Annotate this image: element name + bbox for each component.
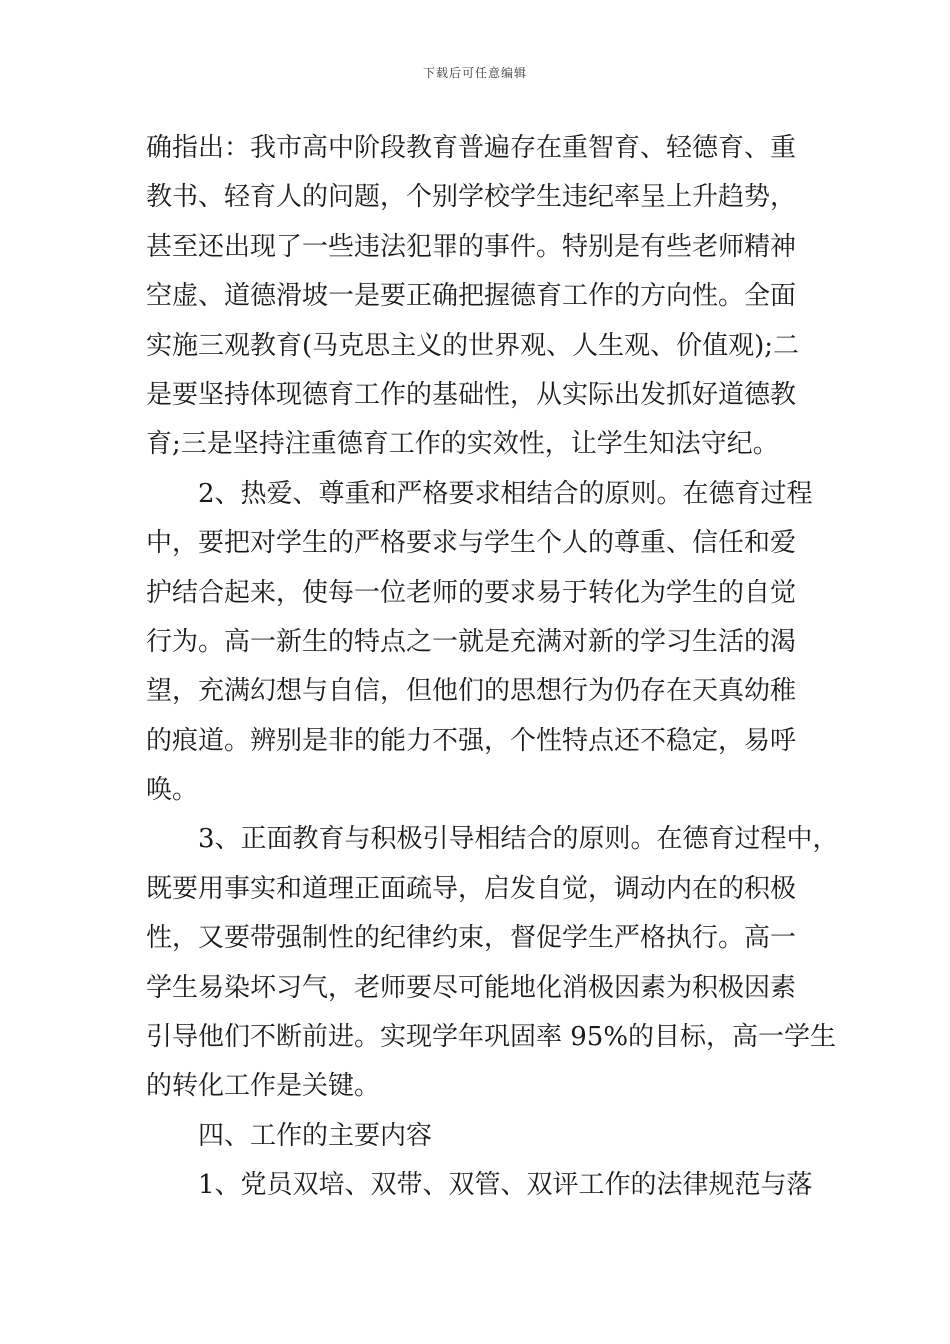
text-line: 的转化工作是关键。 bbox=[146, 1071, 381, 1102]
text-line: 育;三是坚持注重德育工作的实效性，让学生知法守纪。 bbox=[146, 429, 779, 460]
text-line: 确指出：我市高中阶段教育普遍存在重智育、轻德育、重 bbox=[146, 133, 797, 163]
text-line: 行为。高一新生的特点之一就是充满对新的学习生活的渴 bbox=[146, 626, 797, 657]
text-line: 既要用事实和道理正面疏导，启发自觉，调动内在的积极 bbox=[146, 873, 797, 904]
text-line: 望，充满幻想与自信，但他们的思想行为仍存在天真幼稚 bbox=[146, 676, 797, 707]
text-line: 学生易染坏习气，老师要尽可能地化消极因素为积极因素 bbox=[146, 972, 797, 1003]
text-line: 唤。 bbox=[146, 775, 199, 806]
text-line: 教书、轻育人的问题，个别学校学生违纪率呈上升趋势， bbox=[146, 182, 797, 213]
text-line: 中，要把对学生的严格要求与学生个人的尊重、信任和爱 bbox=[146, 528, 797, 559]
document-body bbox=[146, 124, 839, 1211]
section-heading: 四、工作的主要内容 bbox=[146, 1120, 433, 1151]
text-line: 2、热爱、尊重和严格要求相结合的原则。在德育过程 bbox=[146, 478, 813, 509]
text-line: 是要坚持体现德育工作的基础性，从实际出发抓好道德教 bbox=[146, 379, 797, 410]
text-line: 性，又要带强制性的纪律约束，督促学生严格执行。高一 bbox=[146, 923, 797, 954]
text-line: 实施三观教育(马克思主义的世界观、人生观、价值观);二 bbox=[146, 330, 800, 361]
text-line: 3、正面教育与积极引导相结合的原则。在德育过程中， bbox=[146, 824, 839, 855]
text-line: 空虚、道德滑坡一是要正确把握德育工作的方向性。全面 bbox=[146, 281, 797, 312]
page-header: 下载后可任意编辑 bbox=[422, 66, 527, 80]
text-line: 的痕道。辨别是非的能力不强，个性特点还不稳定，易呼 bbox=[146, 725, 797, 756]
text-line: 引导他们不断前进。实现学年巩固率 95%的目标，高一学生 bbox=[146, 1022, 837, 1053]
text-line: 护结合起来，使每一位老师的要求易于转化为学生的自觉 bbox=[146, 577, 797, 608]
text-line: 1、党员双培、双带、双管、双评工作的法律规范与落 bbox=[146, 1170, 813, 1201]
text-line: 甚至还出现了一些违法犯罪的事件。特别是有些老师精神 bbox=[146, 231, 797, 262]
